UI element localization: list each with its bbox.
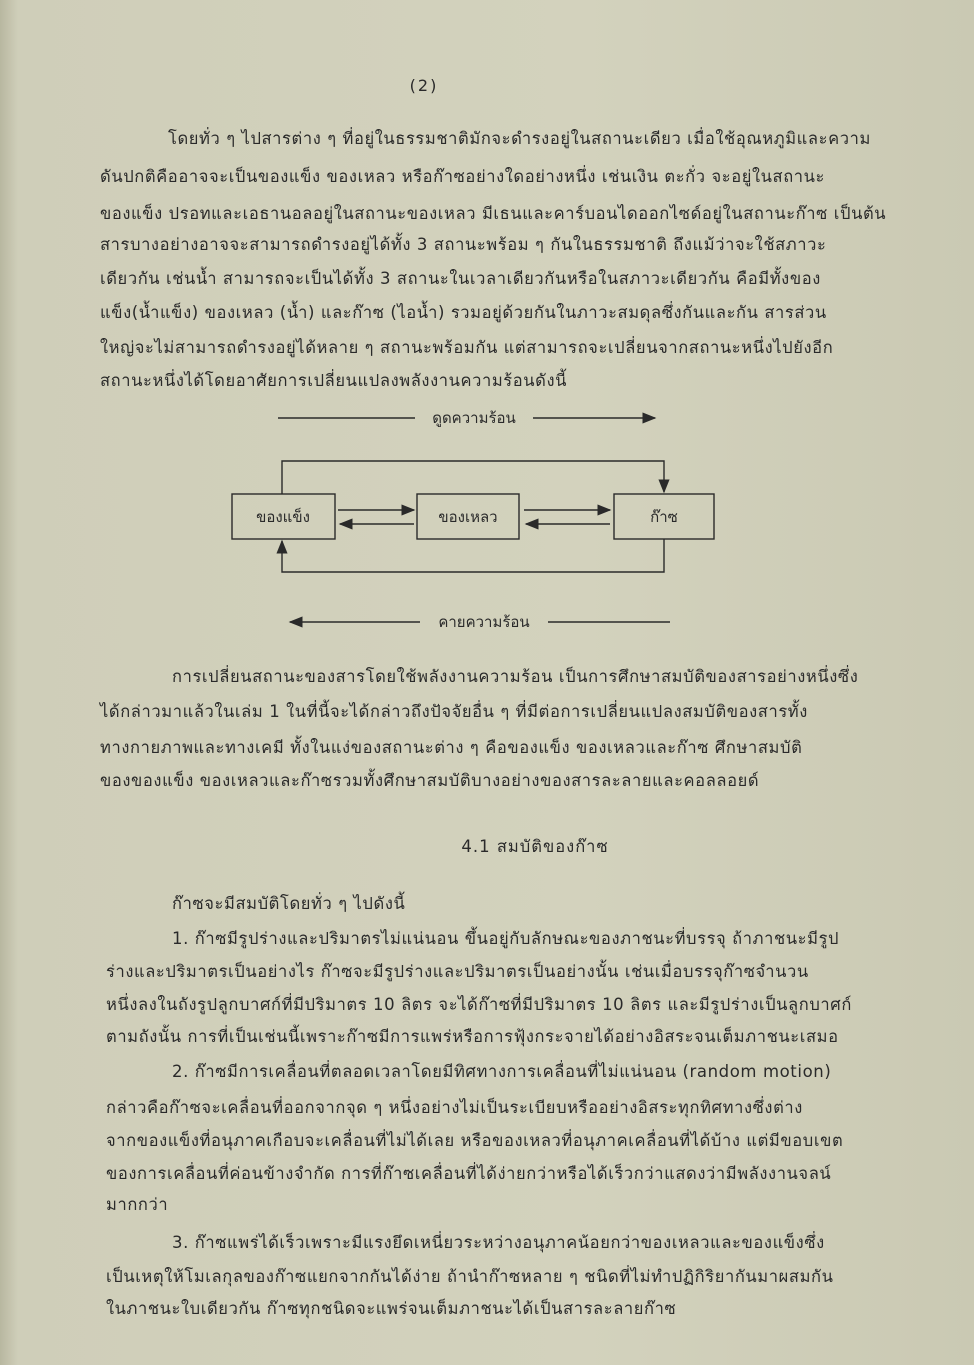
text-line: สถานะหนึ่งได้โดยอาศัยการเปลี่ยนแปลงพลังงานความร้อนดังนี้	[100, 371, 568, 390]
text-line: เดียวกัน เช่นน้ำ สามารถจะเป็นได้ทั้ง 3 สถานะในเวลาเดียวกันหรือในสภาวะเดียวกัน คือมีทั้งของ	[100, 269, 821, 288]
state-label-gas: ก๊าซ	[650, 508, 678, 526]
text-line: ของการเคลื่อนที่ค่อนข้างจำกัด การที่ก๊าซเคลื่อนที่ได้ง่ายกว่าหรือได้เร็วกว่าแสดงว่ามีพลังงานจลน์	[106, 1164, 832, 1183]
absorb-heat-label: ดูดความร้อน	[432, 409, 516, 427]
text-line: หนึ่งลงในถังรูปลูกบาศก์ที่มีปริมาตร 10 ลิตร จะได้ก๊าซที่มีปริมาตร 10 ลิตร และมีรูปร่างเป็นลูกบาศก์	[106, 995, 852, 1014]
text-line: เป็นเหตุให้โมเลกุลของก๊าซแยกจากกันได้ง่าย ถ้านำก๊าซหลาย ๆ ชนิดที่ไม่ทำปฏิกิริยากันมาผสมกัน	[106, 1267, 834, 1286]
text-line: ตามถังนั้น การที่เป็นเช่นนี้เพราะก๊าซมีการแพร่หรือการฟุ้งกระจายได้อย่างอิสระจนเต็มภาชนะเสมอ	[106, 1027, 839, 1046]
text-line: กล่าวคือก๊าซจะเคลื่อนที่ออกจากจุด ๆ หนึ่งอย่างไม่เป็นระเบียบหรืออย่างอิสระทุกทิศทางซึ่งต่าง	[106, 1098, 803, 1117]
phase-change-diagram	[0, 0, 974, 660]
text-line: โดยทั่ว ๆ ไปสารต่าง ๆ ที่อยู่ในธรรมชาติมักจะดำรงอยู่ในสถานะเดียว เมื่อใช้อุณหภูมิและความ	[168, 129, 871, 148]
text-line: การเปลี่ยนสถานะของสารโดยใช้พลังงานความร้อน เป็นการศึกษาสมบัติของสารอย่างหนึ่งซึ่ง	[172, 667, 859, 686]
text-line: ได้กล่าวมาแล้วในเล่ม 1 ในที่นี้จะได้กล่าวถึงปัจจัยอื่น ๆ ที่มีต่อการเปลี่ยนแปลงสมบัติของสารทั้ง	[100, 702, 808, 721]
text-line: 1. ก๊าซมีรูปร่างและปริมาตรไม่แน่นอน ขึ้นอยู่กับลักษณะของภาชนะที่บรรจุ ถ้าภาชนะมีรูป	[172, 929, 840, 948]
deposition-arrow	[282, 539, 664, 572]
text-line: สารบางอย่างอาจจะสามารถดำรงอยู่ได้ทั้ง 3 สถานะพร้อม ๆ กันในธรรมชาติ ถึงแม้ว่าจะใช้สภาวะ	[100, 235, 827, 254]
text-line: 3. ก๊าซแพร่ได้เร็วเพราะมีแรงยึดเหนี่ยวระหว่างอนุภาคน้อยกว่าของเหลวและของแข็งซึ่ง	[172, 1233, 825, 1252]
text-line: ของของแข็ง ของเหลวและก๊าซรวมทั้งศึกษาสมบัติบางอย่างของสารละลายและคอลลอยด์	[100, 771, 760, 790]
text-line: ทางกายภาพและทางเคมี ทั้งในแง่ของสถานะต่าง ๆ คือของแข็ง ของเหลวและก๊าซ ศึกษาสมบัติ	[100, 738, 803, 757]
sublimation-arrow	[282, 461, 664, 494]
section-intro: ก๊าซจะมีสมบัติโดยทั่ว ๆ ไปดังนี้	[172, 894, 406, 913]
release-heat-label: คายความร้อน	[438, 613, 530, 631]
text-line: จากของแข็งที่อนุภาคเกือบจะเคลื่อนที่ไม่ได้เลย หรือของเหลวที่อนุภาคเคลื่อนที่ได้บ้าง แต่มีขอบเขต	[106, 1131, 844, 1150]
text-line: มากกว่า	[106, 1195, 169, 1214]
text-line: ร่างและปริมาตรเป็นอย่างไร ก๊าซจะมีรูปร่างและปริมาตรเป็นอย่างนั้น เช่นเมื่อบรรจุก๊าซจำนวน	[106, 962, 809, 981]
text-line: ดันปกติคืออาจจะเป็นของแข็ง ของเหลว หรือก๊าซอย่างใดอย่างหนึ่ง เช่นเงิน ตะกั่ว จะอยู่ในสถานะ	[100, 167, 825, 186]
text-line: ใหญ่จะไม่สามารถดำรงอยู่ได้หลาย ๆ สถานะพร้อมกัน แต่สามารถจะเปลี่ยนจากสถานะหนึ่งไปยังอีก	[100, 338, 834, 357]
text-line: ของแข็ง ปรอทและเอธานอลอยู่ในสถานะของเหลว มีเธนและคาร์บอนไดออกไซด์อยู่ในสถานะก๊าซ เป็นต้น	[100, 204, 887, 223]
state-label-liquid: ของเหลว	[438, 508, 498, 526]
state-label-solid: ของแข็ง	[256, 508, 310, 526]
text-line: ในภาชนะใบเดียวกัน ก๊าซทุกชนิดจะแพร่จนเต็มภาชนะได้เป็นสารละลายก๊าซ	[106, 1299, 677, 1318]
text-line: แข็ง(น้ำแข็ง) ของเหลว (น้ำ) และก๊าซ (ไอน้ำ) รวมอยู่ด้วยกันในภาวะสมดุลซึ่งกันและกัน สารส่วน	[100, 303, 827, 322]
text-line: 2. ก๊าซมีการเคลื่อนที่ตลอดเวลาโดยมีทิศทางการเคลื่อนที่ไม่แน่นอน (random motion)	[172, 1062, 832, 1081]
page-number: (2)	[409, 76, 439, 95]
section-heading: 4.1 สมบัติของก๊าซ	[461, 837, 609, 856]
